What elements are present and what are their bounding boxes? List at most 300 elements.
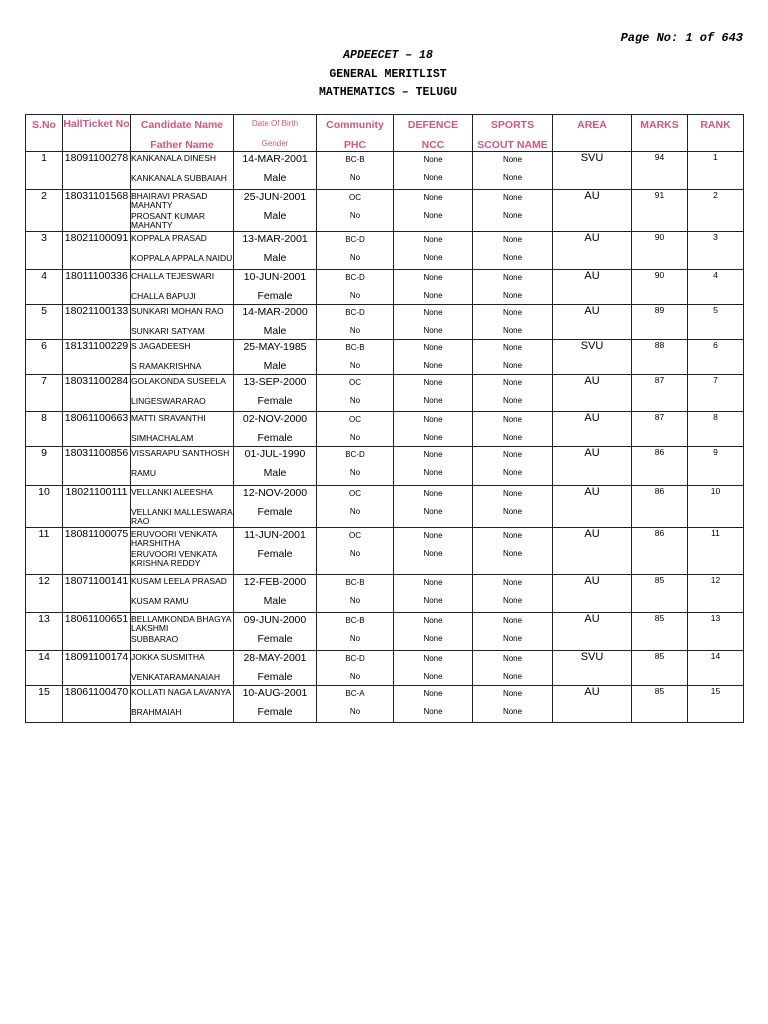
date-of-birth: 28-MAY-2001 xyxy=(243,652,307,664)
cell-hallticket: 18091100278 xyxy=(63,152,131,190)
cell-sno: 4 xyxy=(26,270,63,305)
cell-sports-scout xyxy=(473,375,553,412)
cell-rank: 5 xyxy=(688,305,744,340)
candidate-name: SUNKARI MOHAN RAO xyxy=(131,306,224,316)
scout: None xyxy=(502,549,523,558)
ncc: None xyxy=(423,634,443,643)
phc: No xyxy=(349,707,361,716)
scout: None xyxy=(502,326,523,335)
cell-sno: 9 xyxy=(26,447,63,486)
cell-community-phc xyxy=(317,613,394,651)
cell-defence-ncc xyxy=(394,412,473,447)
community: BC-D xyxy=(345,308,365,317)
scout: None xyxy=(502,672,523,681)
cell-sno: 5 xyxy=(26,305,63,340)
father-name: VENKATARAMANAIAH xyxy=(131,672,220,682)
defence: None xyxy=(423,489,443,498)
ncc: None xyxy=(423,326,443,335)
scout: None xyxy=(502,291,523,300)
cell-marks: 85 xyxy=(632,575,688,613)
cell-area: SVU xyxy=(553,651,632,686)
cell-hallticket: 18021100091 xyxy=(63,232,131,270)
cell-defence-ncc xyxy=(394,305,473,340)
cell-dob-gender xyxy=(234,305,317,340)
candidate-name: KANKANALA DINESH xyxy=(131,153,217,163)
father-name: CHALLA BAPUJI xyxy=(131,291,196,301)
community: BC-B xyxy=(345,616,365,625)
phc: No xyxy=(349,361,361,370)
phc: No xyxy=(349,549,361,558)
cell-community-phc xyxy=(317,412,394,447)
gender: Female xyxy=(257,290,293,302)
community: BC-B xyxy=(345,578,365,587)
cell-dob-gender xyxy=(234,651,317,686)
father-name: KUSAM RAMU xyxy=(131,596,189,606)
cell-community-phc xyxy=(317,575,394,613)
community: OC xyxy=(349,415,361,424)
cell-marks: 87 xyxy=(632,375,688,412)
sports: None xyxy=(502,489,523,498)
sports: None xyxy=(502,616,523,625)
cell-rank: 8 xyxy=(688,412,744,447)
community: OC xyxy=(349,193,361,202)
cell-rank: 13 xyxy=(688,613,744,651)
sports: None xyxy=(502,415,523,424)
cell-community-phc xyxy=(317,686,394,723)
father-name: ERUVOORI VENKATA KRISHNA REDDY xyxy=(131,549,217,568)
cell-rank: 4 xyxy=(688,270,744,305)
cell-sports-scout xyxy=(473,305,553,340)
cell-sports-scout xyxy=(473,447,553,486)
date-of-birth: 02-NOV-2000 xyxy=(242,413,308,425)
table-row xyxy=(26,190,744,232)
gender: Male xyxy=(263,467,287,479)
cell-hallticket: 18031101568 xyxy=(63,190,131,232)
gender: Male xyxy=(263,210,287,222)
header-sports: SPORTS SCOUT NAME xyxy=(473,115,553,152)
ncc: None xyxy=(423,173,443,182)
cell-defence-ncc xyxy=(394,575,473,613)
date-of-birth: 14-MAR-2001 xyxy=(242,153,308,165)
gender: Male xyxy=(263,252,287,264)
community: OC xyxy=(349,531,361,540)
community: BC-D xyxy=(345,235,365,244)
cell-defence-ncc xyxy=(394,232,473,270)
phc: No xyxy=(349,173,361,182)
cell-names xyxy=(131,375,234,412)
community: BC-D xyxy=(345,450,365,459)
cell-dob-gender xyxy=(234,340,317,375)
date-of-birth: 10-AUG-2001 xyxy=(242,687,308,699)
cell-community-phc xyxy=(317,152,394,190)
cell-hallticket: 18061100663 xyxy=(63,412,131,447)
cell-marks: 90 xyxy=(632,270,688,305)
cell-sno: 8 xyxy=(26,412,63,447)
defence: None xyxy=(423,415,443,424)
date-of-birth: 09-JUN-2000 xyxy=(243,614,307,626)
cell-sports-scout xyxy=(473,232,553,270)
table-row xyxy=(26,270,744,305)
cell-defence-ncc xyxy=(394,375,473,412)
scout: None xyxy=(502,433,523,442)
defence: None xyxy=(423,343,443,352)
table-row xyxy=(26,486,744,528)
cell-sports-scout xyxy=(473,613,553,651)
ncc: None xyxy=(423,707,443,716)
cell-area: AU xyxy=(553,575,632,613)
cell-rank: 7 xyxy=(688,375,744,412)
cell-rank: 3 xyxy=(688,232,744,270)
cell-hallticket: 18011100336 xyxy=(63,270,131,305)
cell-names xyxy=(131,613,234,651)
date-of-birth: 10-JUN-2001 xyxy=(243,271,307,283)
cell-area: AU xyxy=(553,613,632,651)
ncc: None xyxy=(423,291,443,300)
merit-table xyxy=(25,114,744,723)
cell-marks: 88 xyxy=(632,340,688,375)
ncc: None xyxy=(423,433,443,442)
cell-defence-ncc xyxy=(394,613,473,651)
cell-area: AU xyxy=(553,686,632,723)
cell-sno: 15 xyxy=(26,686,63,723)
table-row xyxy=(26,686,744,723)
cell-community-phc xyxy=(317,375,394,412)
father-name: KOPPALA APPALA NAIDU xyxy=(131,253,233,263)
ncc: None xyxy=(423,672,443,681)
table-row xyxy=(26,575,744,613)
defence: None xyxy=(423,654,443,663)
header-defence: DEFENCE NCC xyxy=(394,115,473,152)
candidate-name: GOLAKONDA SUSEELA xyxy=(131,376,226,386)
gender: Male xyxy=(263,595,287,607)
cell-marks: 90 xyxy=(632,232,688,270)
community: BC-B xyxy=(345,155,365,164)
candidate-name: KUSAM LEELA PRASAD xyxy=(131,576,227,586)
cell-dob-gender xyxy=(234,447,317,486)
defence: None xyxy=(423,308,443,317)
cell-rank: 6 xyxy=(688,340,744,375)
community: OC xyxy=(349,378,361,387)
cell-sports-scout xyxy=(473,575,553,613)
cell-marks: 94 xyxy=(632,152,688,190)
defence: None xyxy=(423,689,443,698)
cell-dob-gender xyxy=(234,528,317,575)
cell-rank: 12 xyxy=(688,575,744,613)
defence: None xyxy=(423,378,443,387)
scout: None xyxy=(502,634,523,643)
ncc: None xyxy=(423,211,443,220)
sports: None xyxy=(502,689,523,698)
table-row xyxy=(26,412,744,447)
sports: None xyxy=(502,578,523,587)
sports: None xyxy=(502,155,523,164)
defence: None xyxy=(423,531,443,540)
ncc: None xyxy=(423,596,443,605)
cell-marks: 91 xyxy=(632,190,688,232)
cell-community-phc xyxy=(317,447,394,486)
cell-names xyxy=(131,528,234,575)
scout: None xyxy=(502,361,523,370)
defence: None xyxy=(423,616,443,625)
father-name: LINGESWARARAO xyxy=(131,396,206,406)
header-community: Community PHC xyxy=(317,115,394,152)
date-of-birth: 13-MAR-2001 xyxy=(242,233,308,245)
cell-area: AU xyxy=(553,447,632,486)
cell-sno: 13 xyxy=(26,613,63,651)
gender: Male xyxy=(263,360,287,372)
cell-hallticket: 18061100651 xyxy=(63,613,131,651)
candidate-name: S JAGADEESH xyxy=(131,341,191,351)
candidate-name: ERUVOORI VENKATA HARSHITHA xyxy=(131,529,217,548)
cell-sports-scout xyxy=(473,651,553,686)
cell-marks: 86 xyxy=(632,447,688,486)
father-name: SUBBARAO xyxy=(131,634,179,644)
gender: Female xyxy=(257,395,293,407)
cell-names xyxy=(131,651,234,686)
cell-rank: 1 xyxy=(688,152,744,190)
candidate-name: BHAIRAVI PRASAD MAHANTY xyxy=(131,191,208,210)
phc: No xyxy=(349,672,361,681)
cell-sports-scout xyxy=(473,528,553,575)
cell-hallticket: 18031100856 xyxy=(63,447,131,486)
cell-area: SVU xyxy=(553,152,632,190)
table-row xyxy=(26,305,744,340)
table-row xyxy=(26,447,744,486)
gender: Female xyxy=(257,548,293,560)
table-row xyxy=(26,528,744,575)
candidate-name: MATTI SRAVANTHI xyxy=(131,413,206,423)
phc: No xyxy=(349,433,361,442)
gender: Female xyxy=(257,633,293,645)
scout: None xyxy=(502,468,523,477)
cell-marks: 87 xyxy=(632,412,688,447)
header-row xyxy=(26,115,744,152)
cell-defence-ncc xyxy=(394,486,473,528)
father-name: PROSANT KUMAR MAHANTY xyxy=(131,211,205,230)
community: OC xyxy=(349,489,361,498)
father-name: VELLANKI MALLESWARA RAO xyxy=(131,507,233,526)
cell-sno: 3 xyxy=(26,232,63,270)
gender: Female xyxy=(257,706,293,718)
cell-sno: 11 xyxy=(26,528,63,575)
cell-area: AU xyxy=(553,375,632,412)
table-row xyxy=(26,340,744,375)
ncc: None xyxy=(423,549,443,558)
date-of-birth: 12-NOV-2000 xyxy=(242,487,308,499)
cell-defence-ncc xyxy=(394,270,473,305)
cell-names xyxy=(131,340,234,375)
cell-sports-scout xyxy=(473,340,553,375)
father-name: BRAHMAIAH xyxy=(131,707,182,717)
cell-area: AU xyxy=(553,190,632,232)
scout: None xyxy=(502,253,523,262)
header-dob: Date Of Birth Gender xyxy=(234,115,317,152)
header-sno: S.No xyxy=(26,115,63,152)
cell-rank: 9 xyxy=(688,447,744,486)
phc: No xyxy=(349,211,361,220)
cell-names xyxy=(131,305,234,340)
defence: None xyxy=(423,155,443,164)
gender: Male xyxy=(263,325,287,337)
phc: No xyxy=(349,291,361,300)
phc: No xyxy=(349,468,361,477)
gender: Female xyxy=(257,506,293,518)
scout: None xyxy=(502,507,523,516)
header-candidate: Candidate Name Father Name xyxy=(131,115,234,152)
ncc: None xyxy=(423,396,443,405)
cell-dob-gender xyxy=(234,686,317,723)
ncc: None xyxy=(423,253,443,262)
phc: No xyxy=(349,326,361,335)
cell-marks: 86 xyxy=(632,486,688,528)
cell-marks: 85 xyxy=(632,613,688,651)
cell-area: AU xyxy=(553,528,632,575)
cell-marks: 85 xyxy=(632,651,688,686)
sports: None xyxy=(502,273,523,282)
sports: None xyxy=(502,343,523,352)
candidate-name: JOKKA SUSMITHA xyxy=(131,652,205,662)
date-of-birth: 11-JUN-2001 xyxy=(244,529,306,541)
cell-sno: 10 xyxy=(26,486,63,528)
cell-area: AU xyxy=(553,232,632,270)
table-row xyxy=(26,232,744,270)
cell-names xyxy=(131,575,234,613)
cell-rank: 14 xyxy=(688,651,744,686)
cell-sports-scout xyxy=(473,152,553,190)
cell-community-phc xyxy=(317,651,394,686)
subject-title: MATHEMATICS – TELUGU xyxy=(318,86,458,99)
cell-community-phc xyxy=(317,486,394,528)
scout: None xyxy=(502,596,523,605)
cell-sports-scout xyxy=(473,686,553,723)
phc: No xyxy=(349,253,361,262)
cell-names xyxy=(131,486,234,528)
cell-dob-gender xyxy=(234,575,317,613)
header-rank: RANK xyxy=(688,115,744,152)
community: BC-D xyxy=(345,273,365,282)
page-number: Page No: 1 of 643 xyxy=(620,31,743,45)
candidate-name: BELLAMKONDA BHAGYA LAKSHMI xyxy=(131,614,231,633)
candidate-name: KOPPALA PRASAD xyxy=(131,233,207,243)
cell-hallticket: 18061100470 xyxy=(63,686,131,723)
cell-hallticket: 18071100141 xyxy=(63,575,131,613)
cell-defence-ncc xyxy=(394,651,473,686)
cell-sno: 7 xyxy=(26,375,63,412)
cell-sno: 14 xyxy=(26,651,63,686)
header-hallticket: HallTicket No xyxy=(63,115,131,152)
cell-sno: 1 xyxy=(26,152,63,190)
cell-community-phc xyxy=(317,305,394,340)
cell-names xyxy=(131,232,234,270)
cell-rank: 2 xyxy=(688,190,744,232)
cell-hallticket: 18081100075 xyxy=(63,528,131,575)
father-name: S RAMAKRISHNA xyxy=(131,361,202,371)
date-of-birth: 13-SEP-2000 xyxy=(243,376,307,388)
table-row xyxy=(26,152,744,190)
cell-marks: 86 xyxy=(632,528,688,575)
cell-community-phc xyxy=(317,190,394,232)
cell-sports-scout xyxy=(473,486,553,528)
table-row xyxy=(26,651,744,686)
cell-community-phc xyxy=(317,232,394,270)
date-of-birth: 25-MAY-1985 xyxy=(243,341,307,353)
cell-names xyxy=(131,447,234,486)
cell-defence-ncc xyxy=(394,190,473,232)
candidate-name: KOLLATI NAGA LAVANYA xyxy=(131,687,231,697)
cell-defence-ncc xyxy=(394,686,473,723)
cell-area: AU xyxy=(553,412,632,447)
candidate-name: VISSARAPU SANTHOSH xyxy=(131,448,230,458)
defence: None xyxy=(423,450,443,459)
cell-names xyxy=(131,270,234,305)
cell-defence-ncc xyxy=(394,528,473,575)
father-name: KANKANALA SUBBAIAH xyxy=(131,173,227,183)
date-of-birth: 12-FEB-2000 xyxy=(243,576,307,588)
scout: None xyxy=(502,707,523,716)
cell-sports-scout xyxy=(473,412,553,447)
table-row xyxy=(26,613,744,651)
cell-community-phc xyxy=(317,340,394,375)
list-title: GENERAL MERITLIST xyxy=(329,68,447,81)
cell-hallticket: 18021100111 xyxy=(63,486,131,528)
cell-area: AU xyxy=(553,486,632,528)
scout: None xyxy=(502,396,523,405)
defence: None xyxy=(423,578,443,587)
candidate-name: VELLANKI ALEESHA xyxy=(131,487,213,497)
father-name: RAMU xyxy=(131,468,157,478)
cell-community-phc xyxy=(317,528,394,575)
cell-hallticket: 18031100284 xyxy=(63,375,131,412)
header-area: AREA xyxy=(553,115,632,152)
cell-area: SVU xyxy=(553,340,632,375)
sports: None xyxy=(502,235,523,244)
phc: No xyxy=(349,634,361,643)
sports: None xyxy=(502,378,523,387)
father-name: SIMHACHALAM xyxy=(131,433,194,443)
cell-dob-gender xyxy=(234,375,317,412)
ncc: None xyxy=(423,507,443,516)
cell-names xyxy=(131,412,234,447)
cell-dob-gender xyxy=(234,486,317,528)
cell-dob-gender xyxy=(234,152,317,190)
scout: None xyxy=(502,173,523,182)
cell-sno: 2 xyxy=(26,190,63,232)
date-of-birth: 01-JUL-1990 xyxy=(244,448,306,460)
date-of-birth: 25-JUN-2001 xyxy=(243,191,307,203)
phc: No xyxy=(349,507,361,516)
father-name: SUNKARI SATYAM xyxy=(131,326,205,336)
cell-area: AU xyxy=(553,270,632,305)
cell-rank: 10 xyxy=(688,486,744,528)
ncc: None xyxy=(423,361,443,370)
sports: None xyxy=(502,654,523,663)
cell-sno: 6 xyxy=(26,340,63,375)
header-marks: MARKS xyxy=(632,115,688,152)
scout: None xyxy=(502,211,523,220)
cell-sports-scout xyxy=(473,190,553,232)
cell-rank: 11 xyxy=(688,528,744,575)
date-of-birth: 14-MAR-2000 xyxy=(242,306,308,318)
cell-dob-gender xyxy=(234,270,317,305)
exam-title: APDEECET – 18 xyxy=(343,49,433,62)
cell-marks: 89 xyxy=(632,305,688,340)
cell-defence-ncc xyxy=(394,447,473,486)
defence: None xyxy=(423,193,443,202)
cell-area: AU xyxy=(553,305,632,340)
cell-hallticket: 18131100229 xyxy=(63,340,131,375)
table-row xyxy=(26,375,744,412)
cell-rank: 15 xyxy=(688,686,744,723)
